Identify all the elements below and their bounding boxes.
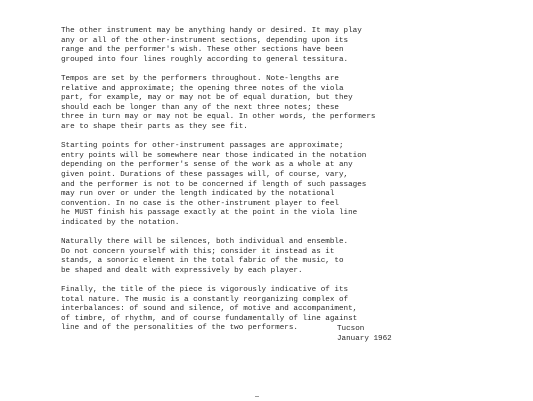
text-line: any or all of the other-instrument sections, depending upon its	[61, 36, 349, 45]
paragraph-finally	[61, 286, 491, 334]
text-line: he MUST finish his passage exactly at the point in the viola line	[61, 209, 358, 218]
text-line: convention. In no case is the other-instrument player to feel	[61, 199, 339, 208]
text-line: range and the performer's wish. These other sections have been	[61, 46, 344, 55]
text-line: be shaped and dealt with expressively by each player.	[61, 266, 303, 275]
text-line: Finally, the title of the piece is vigorously indicative of its	[61, 286, 349, 295]
text-line: entry points will be somewhere near those indicated in the notation	[61, 151, 367, 160]
paragraph-other-instrument	[61, 27, 491, 65]
text-line: Starting points for other-instrument passages are approximate;	[61, 142, 344, 151]
signoff-place: Tucson	[337, 325, 365, 333]
text-line: interbalances: of sound and silence, of motive and accompaniment,	[61, 305, 358, 314]
signoff-block	[337, 325, 392, 344]
text-line: should each be longer than any of the next three notes; these	[61, 103, 339, 112]
text-line: are to shape their parts as they see fit.	[61, 122, 248, 131]
text-line: grouped into four lines roughly according to general tessitura.	[61, 55, 349, 64]
text-line: Do not concern yourself with this; consider it instead as it	[61, 247, 335, 256]
text-line: depending on the performer's sense of the work as a whole at any	[61, 161, 353, 170]
typescript-body	[61, 27, 491, 344]
text-line: three in turn may or may not be equal. In other words, the performers	[61, 113, 376, 122]
paragraph-silences	[61, 238, 491, 276]
text-line: and the performer is not to be concerned if length of such passages	[61, 180, 367, 189]
paragraph-starting-points	[61, 142, 491, 228]
text-line: The other instrument may be anything handy or desired. It may play	[61, 27, 362, 35]
text-line: line and of the personalities of the two performers.	[61, 324, 298, 333]
text-line: given point. Durations of these passages will, of course, vary,	[61, 170, 349, 179]
text-line: part, for example, may or may not be of equal duration, but they	[61, 94, 353, 103]
text-line: of timbre, of rhythm, and of course fundamentally of line against	[61, 314, 358, 323]
text-line: total nature. The music is a constantly reorganizing complex of	[61, 295, 349, 304]
text-line: Tempos are set by the performers throughout. Note-lengths are	[61, 74, 339, 83]
text-line: stands, a sonoric element in the total fabric of the music, to	[61, 257, 344, 266]
signoff-date: January 1962	[337, 334, 392, 343]
paragraph-tempos	[61, 75, 491, 133]
text-line: indicated by the notation.	[61, 218, 180, 227]
text-line: may run over or under the length indicated by the notational	[61, 190, 335, 199]
text-line: relative and approximate; the opening three notes of the viola	[61, 84, 344, 93]
scan-speck	[255, 396, 259, 397]
text-line: Naturally there will be silences, both individual and ensemble.	[61, 238, 349, 247]
